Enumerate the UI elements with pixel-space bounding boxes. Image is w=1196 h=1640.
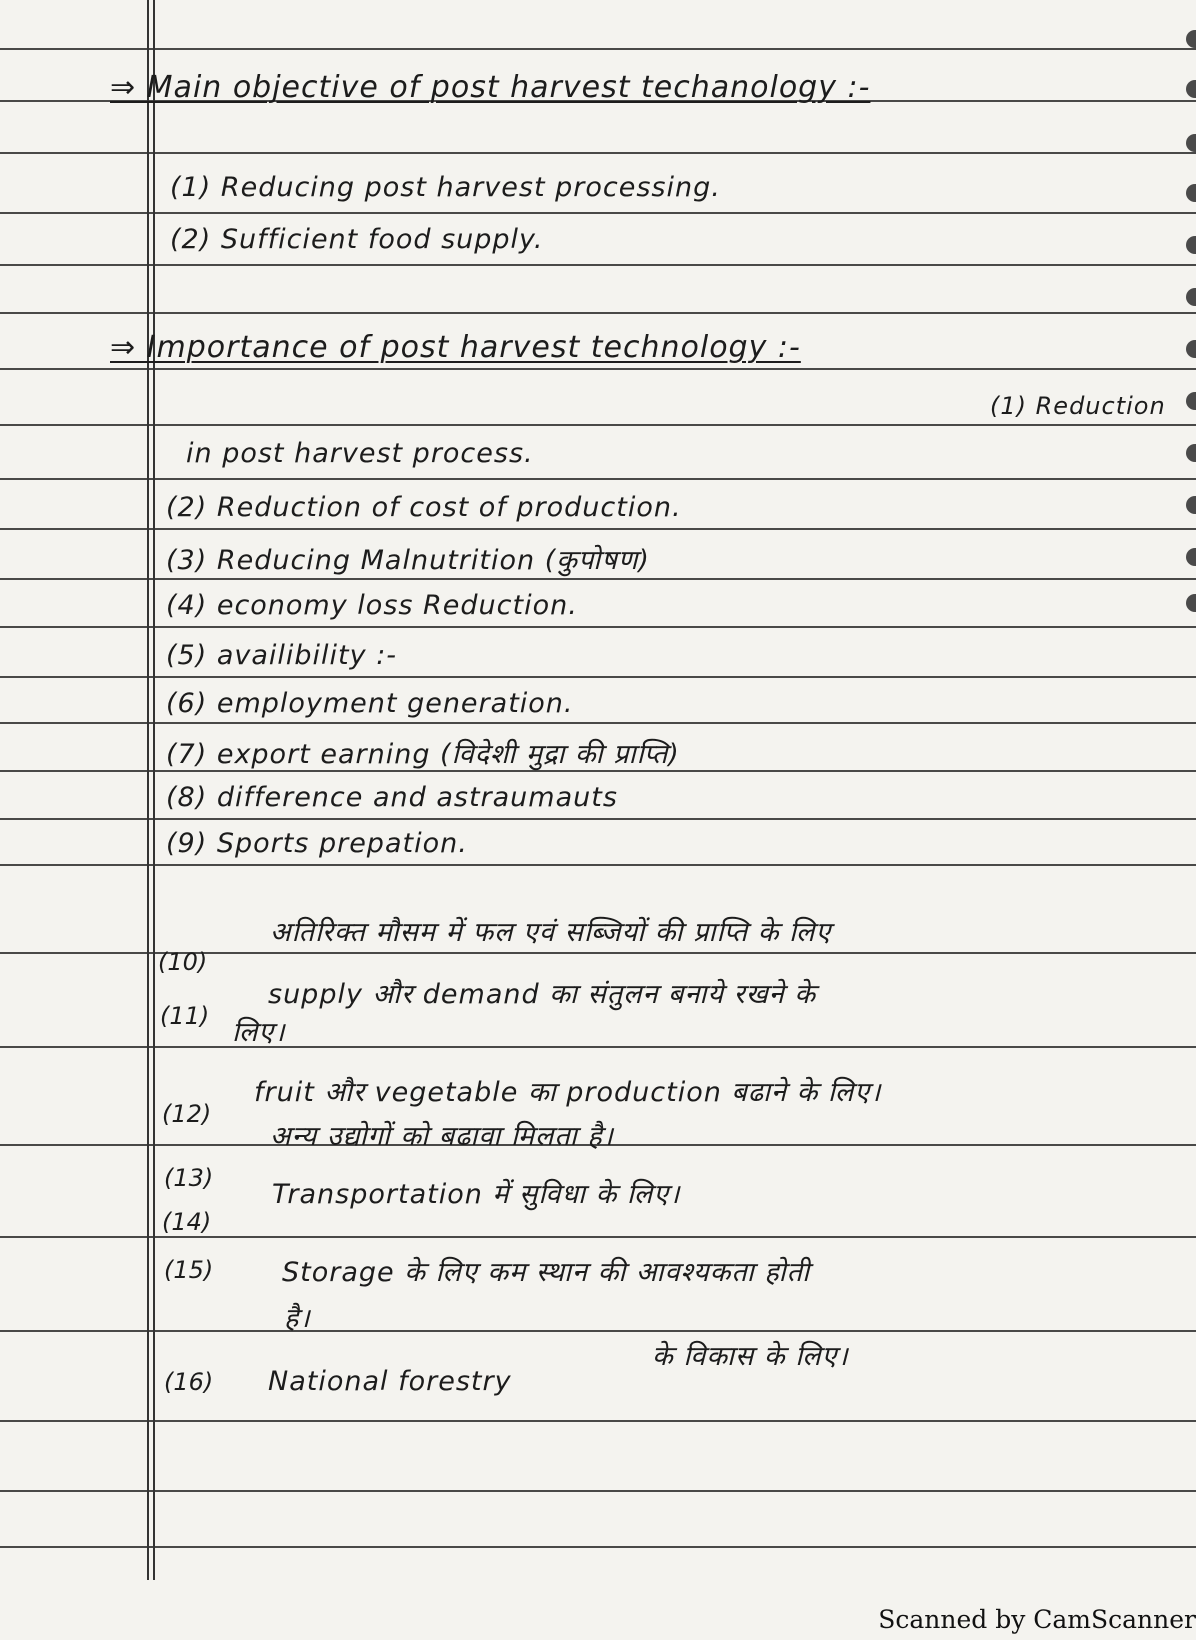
- ruled-line: [0, 312, 1196, 314]
- binding-ring: [1186, 30, 1196, 48]
- ruled-line: [0, 626, 1196, 628]
- item-number: (13): [164, 1164, 214, 1192]
- binding-ring: [1186, 134, 1196, 152]
- binding-ring: [1186, 496, 1196, 514]
- importance-item: (8) difference and astraumauts: [166, 782, 618, 813]
- ruled-line: [0, 368, 1196, 370]
- ruled-line: [0, 1546, 1196, 1548]
- ruled-line: [0, 1490, 1196, 1492]
- ruled-line: [0, 722, 1196, 724]
- importance-item: अतिरिक्त मौसम में फल एवं सब्जियों की प्राप्ति के लिए: [270, 917, 832, 948]
- binding-ring: [1186, 236, 1196, 254]
- binding-ring: [1186, 594, 1196, 612]
- importance-item: Storage के लिए कम स्थान की आवश्यकता होती: [282, 1257, 811, 1288]
- ruled-line: [0, 264, 1196, 266]
- binding-ring: [1186, 184, 1196, 202]
- item-number: (12): [162, 1100, 212, 1128]
- importance-item: National forestry: [268, 1366, 512, 1397]
- binding-ring: [1186, 340, 1196, 358]
- objective-item: (2) Sufficient food supply.: [170, 224, 544, 255]
- item-number: (15): [164, 1256, 214, 1284]
- ruled-line: [0, 424, 1196, 426]
- importance-item: Transportation में सुविधा के लिए।: [272, 1179, 681, 1210]
- importance-item: (6) employment generation.: [166, 688, 574, 719]
- margin-line: [153, 0, 155, 1580]
- heading-importance: ⇒ Importance of post harvest technology :-: [110, 330, 801, 365]
- ruled-line: [0, 1330, 1196, 1332]
- margin-line: [147, 0, 149, 1580]
- ruled-line: [0, 478, 1196, 480]
- binding-ring: [1186, 548, 1196, 566]
- importance-item: (1) Reduction: [990, 392, 1166, 420]
- item-number: (10): [158, 948, 208, 976]
- importance-item-continued: लिए।: [232, 1017, 286, 1048]
- ruled-line: [0, 48, 1196, 50]
- heading-objectives: ⇒ Main objective of post harvest techanology :-: [110, 70, 871, 105]
- ruled-line: [0, 212, 1196, 214]
- importance-item: (5) availibility :-: [166, 640, 398, 671]
- importance-item-continued: in post harvest process.: [186, 438, 534, 469]
- ruled-line: [0, 864, 1196, 866]
- ruled-line: [0, 676, 1196, 678]
- importance-item-continued: है।: [284, 1303, 311, 1334]
- objective-item: (1) Reducing post harvest processing.: [170, 172, 721, 203]
- importance-item: supply और demand का संतुलन बनाये रखने के: [268, 979, 817, 1010]
- ruled-line: [0, 1046, 1196, 1048]
- importance-item: (9) Sports prepation.: [166, 828, 468, 859]
- scanner-watermark: Scanned by CamScanner: [878, 1605, 1196, 1634]
- item-number: (16): [164, 1368, 214, 1396]
- importance-item: (4) economy loss Reduction.: [166, 590, 578, 621]
- item-number: (14): [162, 1208, 212, 1236]
- importance-item: (2) Reduction of cost of production.: [166, 492, 682, 523]
- ruled-line: [0, 528, 1196, 530]
- binding-ring: [1186, 288, 1196, 306]
- ruled-line: [0, 152, 1196, 154]
- importance-item: (7) export earning (विदेशी मुद्रा की प्राप्ति): [166, 739, 680, 770]
- ruled-line: [0, 818, 1196, 820]
- importance-item: fruit और vegetable का production बढाने के लिए।: [254, 1077, 882, 1108]
- importance-item: (3) Reducing Malnutrition (कुपोषण): [166, 545, 650, 576]
- importance-item-continued: अन्य उद्योगों को बढावा मिलता है।: [270, 1121, 614, 1152]
- ruled-line: [0, 1236, 1196, 1238]
- binding-ring: [1186, 80, 1196, 98]
- binding-ring: [1186, 444, 1196, 462]
- binding-ring: [1186, 392, 1196, 410]
- importance-item-continued: के विकास के लिए।: [652, 1341, 849, 1372]
- item-number: (11): [160, 1002, 210, 1030]
- ruled-line: [0, 1420, 1196, 1422]
- ruled-line: [0, 578, 1196, 580]
